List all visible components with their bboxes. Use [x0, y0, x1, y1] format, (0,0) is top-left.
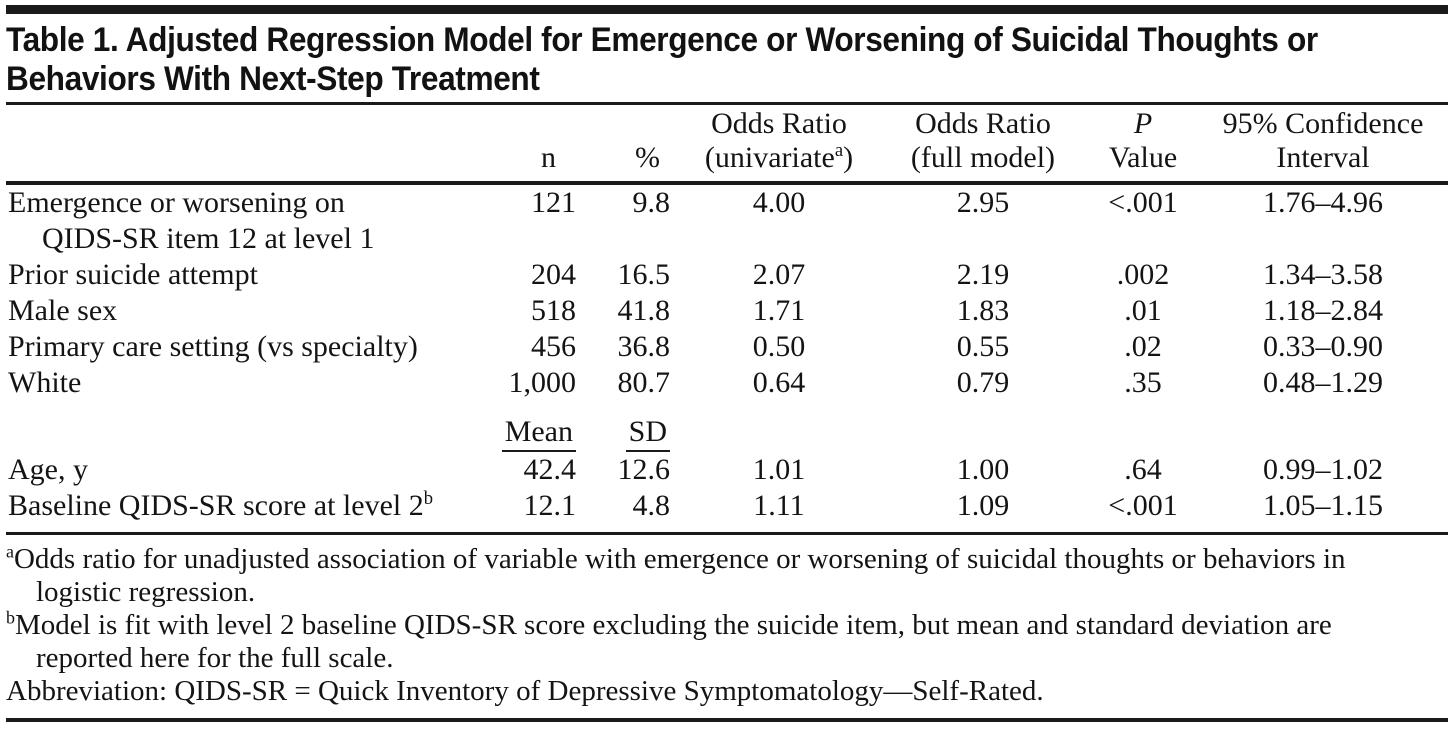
subheader-sd-label: SD: [626, 415, 670, 452]
column-header-p-value: [1088, 105, 1198, 183]
cell-percent: 9.8: [632, 186, 670, 219]
header-odds-ratio-univariate-line2: [680, 141, 878, 175]
row-label-line2: QIDS-SR item 12 at level 1: [42, 222, 375, 255]
row-label-line1: Prior suicide attempt: [8, 258, 258, 291]
row-label: [6, 452, 472, 488]
cell-percent: 16.5: [617, 258, 670, 291]
footnote-a-text: Odds ratio for unadjusted association of variable with emergence or worsening of suicidal thoughts or behaviors in logistic regression.: [13, 543, 1346, 608]
cell-confidence-interval: 0.99–1.02: [1263, 453, 1383, 486]
header-odds-ratio-univariate-line1: Odds Ratio: [711, 107, 847, 140]
subheader-sd: [580, 401, 680, 452]
footnote-abbreviation: [6, 675, 1426, 708]
header-p-line2: Value: [1108, 141, 1178, 174]
footnote-abbreviation-text: Abbreviation: QIDS-SR = Quick Inventory of Depressive Symptomatology—Self-Rated.: [6, 675, 1044, 707]
table-footnotes: [6, 543, 1426, 708]
table-row-baseline-qids-score: [6, 488, 1448, 534]
table-row-age: [6, 452, 1448, 488]
cell-odds-ratio-full: 0.79: [956, 366, 1010, 399]
cell-odds-ratio-full: 1.83: [956, 294, 1010, 327]
cell-p-value: <.001: [1088, 488, 1198, 534]
footnote-b-marker: b: [6, 607, 15, 628]
column-header-percent: %: [580, 105, 680, 183]
footnote-marker-b-ref: b: [423, 488, 434, 509]
cell-confidence-interval: 0.33–0.90: [1263, 330, 1383, 363]
table-row-white: [6, 365, 1448, 401]
cell-odds-ratio-univariate: 1.11: [680, 488, 878, 534]
row-label-line1: Male sex: [8, 294, 118, 327]
cell-percent: 36.8: [617, 330, 670, 363]
subheader-spacer: [6, 401, 472, 452]
header-p-line1: P: [1133, 107, 1153, 140]
cell-odds-ratio-full: 2.95: [956, 186, 1010, 219]
cell-confidence-interval: 1.34–3.58: [1263, 258, 1383, 291]
footnote-b: [6, 609, 1426, 675]
header-odds-ratio-full-line1: Odds Ratio: [915, 107, 1051, 140]
cell-odds-ratio-full: 1.09: [878, 488, 1088, 534]
table-row-male-sex: [6, 293, 1448, 329]
column-header-confidence-interval: [1198, 105, 1448, 183]
row-label-line1: Primary care setting (vs specialty): [8, 330, 418, 363]
column-header-variable: [6, 105, 472, 183]
row-label: [6, 257, 472, 293]
cell-odds-ratio-univariate: 2.07: [752, 258, 806, 291]
cell-n: 204: [531, 258, 576, 291]
column-header-odds-ratio-full-model: [878, 105, 1088, 183]
cell-p-value: .35: [1124, 366, 1162, 399]
cell-n: 1,000: [508, 366, 576, 399]
table-row-emergence-qids: [6, 183, 1448, 257]
subheader-mean: [472, 401, 580, 452]
cell-confidence-interval: 1.05–1.15: [1198, 488, 1448, 534]
table-title-line-2: Behaviors With Next-Step Treatment: [6, 60, 540, 98]
cell-confidence-interval: 1.18–2.84: [1263, 294, 1383, 327]
column-header-odds-ratio-univariate: [680, 105, 878, 183]
cell-sd: 12.6: [617, 453, 670, 486]
cell-p-value: .64: [1124, 453, 1162, 486]
header-ci-line1: 95% Confidence: [1222, 107, 1424, 140]
header-odds-ratio-full-line2: (full model): [910, 141, 1056, 174]
row-label-text: Age, y: [8, 453, 88, 486]
column-header-n: n: [472, 105, 580, 183]
footnote-marker-a-ref: a: [834, 140, 844, 161]
cell-mean: 12.1: [472, 488, 580, 534]
row-label: [6, 365, 472, 401]
subheader-mean-label: Mean: [502, 415, 576, 452]
row-label-line1: White: [8, 366, 82, 399]
table-body-continuous: [6, 401, 1448, 534]
cell-odds-ratio-univariate: 1.71: [752, 294, 806, 327]
table-body-categorical: [6, 183, 1448, 401]
row-label: [6, 488, 472, 534]
cell-n: 121: [531, 186, 576, 219]
table-subheader-row-mean-sd: [6, 401, 1448, 452]
cell-p-value: .01: [1124, 294, 1162, 327]
cell-odds-ratio-full: 1.00: [956, 453, 1010, 486]
header-univariate-close-paren: ): [843, 141, 854, 174]
table-title: [6, 21, 1347, 99]
header-univariate-text: (univariate: [704, 141, 835, 174]
row-label: [6, 329, 472, 365]
bottom-rule: [6, 718, 1448, 722]
cell-odds-ratio-univariate: 0.50: [752, 330, 806, 363]
cell-sd: 4.8: [580, 488, 680, 534]
footnote-a: [6, 543, 1426, 609]
table-header-row: [6, 105, 1448, 183]
header-ci-line2: Interval: [1276, 141, 1370, 174]
cell-odds-ratio-full: 2.19: [956, 258, 1010, 291]
table-row-primary-care-setting: [6, 329, 1448, 365]
row-label: [6, 293, 472, 329]
cell-mean: 42.4: [523, 453, 576, 486]
cell-n: 456: [531, 330, 576, 363]
footnote-b-text: Model is fit with level 2 baseline QIDS-SR score excluding the suicide item, but mean and standard deviation are reported here for the full scale.: [14, 609, 1332, 674]
cell-odds-ratio-univariate: 1.01: [752, 453, 806, 486]
footnote-a-marker: a: [6, 541, 14, 562]
cell-confidence-interval: 1.76–4.96: [1263, 186, 1383, 219]
table-title-line-1: Table 1. Adjusted Regression Model for Emergence or Worsening of Suicidal Thoughts or: [6, 21, 1318, 59]
cell-n: 518: [531, 294, 576, 327]
cell-p-value: <.001: [1108, 186, 1178, 219]
cell-p-value: .002: [1116, 258, 1170, 291]
cell-odds-ratio-univariate: 0.64: [752, 366, 806, 399]
top-rule: [6, 5, 1448, 14]
row-label: [6, 183, 472, 257]
table-row-prior-suicide-attempt: [6, 257, 1448, 293]
cell-percent: 80.7: [617, 366, 670, 399]
cell-p-value: .02: [1124, 330, 1162, 363]
cell-confidence-interval: 0.48–1.29: [1263, 366, 1383, 399]
regression-table: [6, 105, 1448, 535]
row-label-text: Baseline QIDS-SR score at level 2: [8, 489, 424, 522]
cell-percent: 41.8: [617, 294, 670, 327]
row-label-line1: Emergence or worsening on: [8, 186, 345, 219]
cell-odds-ratio-univariate: 4.00: [752, 186, 806, 219]
cell-odds-ratio-full: 0.55: [956, 330, 1010, 363]
